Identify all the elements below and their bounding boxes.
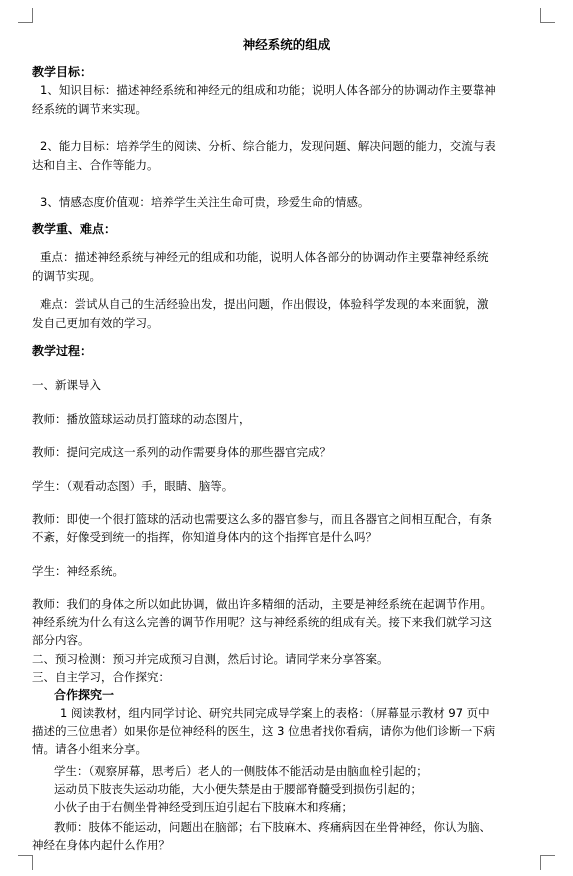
text-line: 学生：神经系统。 <box>32 564 124 578</box>
text-line: 运动员下肢丧失运动功能，大小便失禁是由于腰部脊髓受到损伤引起的； <box>54 782 422 796</box>
text-line: 三、自主学习，合作探究： <box>32 670 170 684</box>
text-line: 教师：肢体不能运动，问题出在脑部；右下肢麻木、疼痛病因在坐骨神经，你认为脑、 <box>54 820 491 834</box>
text-line: 教师：我们的身体之所以如此协调，做出许多精细的活动，主要是神经系统在起调节作用。 <box>32 597 492 611</box>
text-line: 二、预习检测：预习并完成预习自测，然后讨论。请同学来分享答案。 <box>32 652 389 666</box>
text-line: 3、情感态度价值观：培养学生关注生命可贵，珍爱生命的情感。 <box>40 195 370 209</box>
text-line: 一、新课导入 <box>32 378 101 392</box>
text-line: 的调节实现。 <box>32 269 101 283</box>
page-corner-mark <box>18 8 33 23</box>
text-line: 经系统的调节来实现。 <box>32 102 147 116</box>
section-heading: 合作探究一 <box>54 688 115 702</box>
text-line: 不紊，好像受到统一的指挥，你知道身体内的这个指挥官是什么吗？ <box>32 530 377 544</box>
text-line: 教师：即使一个很打篮球的活动也需要这么多的器官参与，而且各器官之间相互配合，有条 <box>32 512 492 526</box>
page-corner-mark <box>540 8 555 23</box>
text-line: 1、知识目标：描述神经系统和神经元的组成和功能；说明人体各部分的协调动作主要靠神 <box>40 83 496 97</box>
text-line: 学生：（观察屏幕，思考后）老人的一侧肢体不能活动是由脑血栓引起的； <box>54 764 428 778</box>
text-line: 学生：（观看动态图）手，眼睛、脑等。 <box>32 479 234 493</box>
section-heading: 教学过程： <box>32 344 93 358</box>
text-line: 2、能力目标：培养学生的阅读、分析、综合能力，发现问题、解决问题的能力，交流与表 <box>40 139 496 153</box>
text-line: 难点：尝试从自己的生活经验出发，提出问题，作出假设，体验科学发现的本来面貌，激 <box>40 297 489 311</box>
page-corner-mark <box>540 855 555 870</box>
text-line: 达和自主、合作等能力。 <box>32 158 159 172</box>
text-line: 情。请各小组来分享。 <box>32 742 147 756</box>
text-line: 发自己更加有效的学习。 <box>32 316 159 330</box>
section-heading: 教学重、难点： <box>32 222 117 236</box>
page-corner-mark <box>18 855 33 870</box>
text-line: 神经系统为什么有这么完善的调节作用呢？这与神经系统的组成有关。接下来我们就学习这 <box>32 615 492 629</box>
text-line: 教师：提问完成这一系列的动作需要身体的那些器官完成？ <box>32 445 331 459</box>
text-line: 小伙子由于右侧坐骨神经受到压迫引起右下肢麻木和疼痛； <box>54 800 353 814</box>
page-title: 神经系统的组成 <box>242 37 331 52</box>
text-line: 1 阅读教材，组内同学讨论、研究共同完成导学案上的表格：（屏幕显示教材 97 页中 <box>60 706 490 720</box>
text-line: 部分内容。 <box>32 633 90 647</box>
text-line: 描述的三位患者）如果你是位神经科的医生，这 3 位患者找你看病，请你为他们诊断一下病 <box>32 724 496 738</box>
section-heading: 教学目标： <box>32 65 93 79</box>
text-line: 神经在身体内起什么作用？ <box>32 838 170 852</box>
text-line: 教师：播放篮球运动员打篮球的动态图片， <box>32 412 251 426</box>
text-line: 重点：描述神经系统与神经元的组成和功能，说明人体各部分的协调动作主要靠神经系统 <box>40 250 489 264</box>
